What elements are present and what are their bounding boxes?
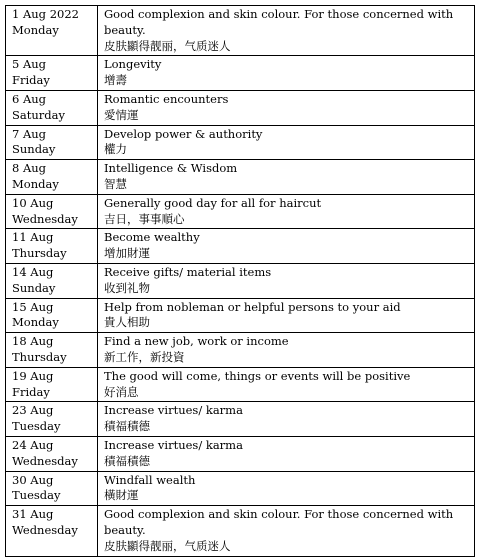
date-text: 30 Aug bbox=[12, 472, 54, 487]
table-row bbox=[6, 367, 475, 402]
chinese-description: 收到礼物 bbox=[104, 280, 150, 295]
english-description: Develop power & authority bbox=[104, 126, 263, 141]
english-description: Intelligence & Wisdom bbox=[104, 161, 238, 176]
description-cell bbox=[98, 333, 475, 368]
weekday-text: Sunday bbox=[12, 142, 56, 157]
date-cell bbox=[6, 506, 98, 556]
date-text: 5 Aug bbox=[12, 57, 47, 72]
chinese-description: 積福積德 bbox=[104, 419, 150, 434]
weekday-text: Wednesday bbox=[12, 522, 78, 537]
date-cell bbox=[6, 436, 98, 471]
date-cell bbox=[6, 471, 98, 506]
weekday-text: Monday bbox=[12, 22, 59, 37]
date-text: 7 Aug bbox=[12, 126, 47, 141]
chinese-description: 權力 bbox=[104, 142, 127, 157]
date-cell bbox=[6, 125, 98, 160]
english-description: Become wealthy bbox=[104, 230, 200, 245]
chinese-description: 皮肤顯得靓丽，气质迷人 bbox=[104, 38, 231, 53]
english-description: Good complexion and skin colour. For those concerned with beauty. bbox=[104, 507, 454, 537]
weekday-text: Thursday bbox=[12, 246, 67, 261]
table-row bbox=[6, 194, 475, 229]
date-text: 6 Aug bbox=[12, 91, 47, 106]
description-cell bbox=[98, 194, 475, 229]
date-cell bbox=[6, 402, 98, 437]
description-cell bbox=[98, 6, 475, 56]
date-text: 8 Aug bbox=[12, 161, 47, 176]
date-text: 31 Aug bbox=[12, 507, 54, 522]
chinese-description: 積福積德 bbox=[104, 453, 150, 468]
description-cell bbox=[98, 229, 475, 264]
weekday-text: Friday bbox=[12, 73, 50, 88]
table-row bbox=[6, 298, 475, 333]
table-row bbox=[6, 333, 475, 368]
description-cell bbox=[98, 263, 475, 298]
table-row bbox=[6, 402, 475, 437]
table-body bbox=[6, 6, 475, 557]
weekday-text: Tuesday bbox=[12, 419, 61, 434]
chinese-description: 智慧 bbox=[104, 176, 127, 191]
date-text: 23 Aug bbox=[12, 403, 54, 418]
weekday-text: Thursday bbox=[12, 349, 67, 364]
chinese-description: 橫財運 bbox=[104, 488, 139, 503]
table-row bbox=[6, 471, 475, 506]
date-cell bbox=[6, 263, 98, 298]
weekday-text: Monday bbox=[12, 176, 59, 191]
table-row bbox=[6, 506, 475, 556]
date-cell bbox=[6, 333, 98, 368]
english-description: The good will come, things or events will be positive bbox=[104, 368, 411, 383]
table-row bbox=[6, 6, 475, 56]
date-text: 15 Aug bbox=[12, 299, 54, 314]
weekday-text: Friday bbox=[12, 384, 50, 399]
table-row bbox=[6, 436, 475, 471]
weekday-text: Sunday bbox=[12, 280, 56, 295]
date-cell bbox=[6, 6, 98, 56]
date-cell bbox=[6, 367, 98, 402]
haircut-calendar bbox=[5, 5, 473, 557]
description-cell bbox=[98, 90, 475, 125]
description-cell bbox=[98, 56, 475, 91]
table-row bbox=[6, 56, 475, 91]
date-cell bbox=[6, 160, 98, 195]
table-row bbox=[6, 125, 475, 160]
english-description: Increase virtues/ karma bbox=[104, 437, 243, 452]
table-row bbox=[6, 229, 475, 264]
date-cell bbox=[6, 298, 98, 333]
weekday-text: Tuesday bbox=[12, 488, 61, 503]
date-text: 24 Aug bbox=[12, 437, 54, 452]
description-cell bbox=[98, 402, 475, 437]
description-cell bbox=[98, 436, 475, 471]
description-cell bbox=[98, 506, 475, 556]
chinese-description: 吉日，事事順心 bbox=[104, 211, 185, 226]
description-cell bbox=[98, 471, 475, 506]
weekday-text: Monday bbox=[12, 315, 59, 330]
date-text: 1 Aug 2022 bbox=[12, 7, 79, 21]
table-row bbox=[6, 90, 475, 125]
english-description: Romantic encounters bbox=[104, 91, 229, 106]
haircut-dates-table bbox=[5, 5, 475, 557]
chinese-description: 貴人相助 bbox=[104, 315, 150, 330]
table-row bbox=[6, 160, 475, 195]
chinese-description: 增加財運 bbox=[104, 246, 150, 261]
description-cell bbox=[98, 125, 475, 160]
date-text: 18 Aug bbox=[12, 334, 54, 349]
english-description: Good complexion and skin colour. For those concerned with beauty. bbox=[104, 7, 454, 37]
weekday-text: Wednesday bbox=[12, 453, 78, 468]
date-cell bbox=[6, 229, 98, 264]
date-text: 10 Aug bbox=[12, 195, 54, 210]
date-text: 19 Aug bbox=[12, 368, 54, 383]
date-cell bbox=[6, 194, 98, 229]
date-cell bbox=[6, 56, 98, 91]
chinese-description: 好消息 bbox=[104, 384, 139, 399]
english-description: Find a new job, work or income bbox=[104, 334, 289, 349]
table-row bbox=[6, 263, 475, 298]
chinese-description: 新工作，新投資 bbox=[104, 349, 185, 364]
date-text: 14 Aug bbox=[12, 264, 54, 279]
english-description: Receive gifts/ material items bbox=[104, 264, 272, 279]
english-description: Help from nobleman or helpful persons to your aid bbox=[104, 299, 401, 314]
date-cell bbox=[6, 90, 98, 125]
weekday-text: Wednesday bbox=[12, 211, 78, 226]
chinese-description: 增壽 bbox=[104, 73, 127, 88]
english-description: Generally good day for all for haircut bbox=[104, 195, 322, 210]
description-cell bbox=[98, 160, 475, 195]
description-cell bbox=[98, 367, 475, 402]
weekday-text: Saturday bbox=[12, 107, 65, 122]
description-cell bbox=[98, 298, 475, 333]
english-description: Increase virtues/ karma bbox=[104, 403, 243, 418]
chinese-description: 愛情運 bbox=[104, 107, 139, 122]
english-description: Longevity bbox=[104, 57, 162, 72]
english-description: Windfall wealth bbox=[104, 472, 196, 487]
chinese-description: 皮肤顯得靓丽，气质迷人 bbox=[104, 538, 231, 553]
date-text: 11 Aug bbox=[12, 230, 54, 245]
